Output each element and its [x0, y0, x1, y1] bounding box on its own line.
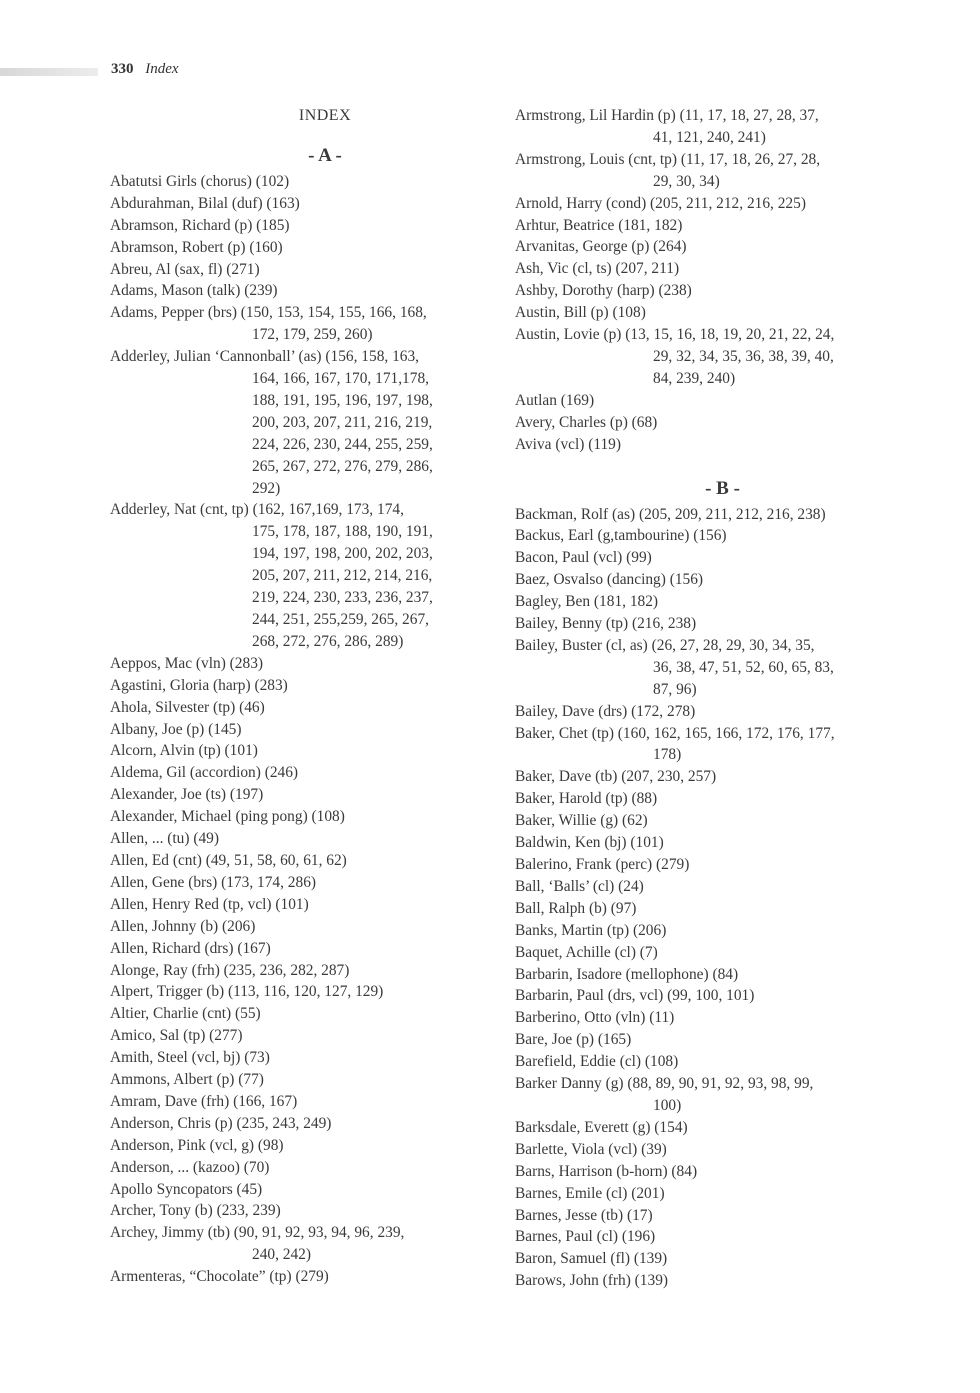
index-entry	[515, 547, 910, 569]
index-entry	[110, 1200, 500, 1222]
index-entry-text: Bailey, Buster (cl, as) (26, 27, 28, 29, 30, 34, 35,	[515, 636, 815, 654]
index-entry-text: Adderley, Julian ‘Cannonball’ (as) (156, 158, 163,	[110, 348, 420, 366]
index-entry	[110, 1069, 500, 1091]
index-entry	[515, 1270, 910, 1292]
index-entry-text: Adderley, Nat (cnt, tp) (162, 167,169, 173, 174,	[110, 501, 404, 519]
index-entry	[110, 806, 500, 828]
index-entry-continuation: 188, 191, 195, 196, 197, 198,	[252, 391, 433, 409]
index-entry-continuation: 265, 267, 272, 276, 279, 286,	[252, 457, 433, 475]
index-entry-continuation: 164, 166, 167, 170, 171,178,	[252, 370, 429, 388]
index-entry	[515, 591, 910, 613]
index-entry	[110, 1113, 500, 1135]
index-entry-text: Baez, Osvalso (dancing) (156)	[515, 571, 704, 589]
index-entry	[515, 635, 910, 701]
index-entry	[110, 1157, 500, 1179]
index-entry	[515, 1029, 910, 1051]
index-entry	[515, 525, 910, 547]
index-entry	[515, 766, 910, 788]
index-entry-continuation: 268, 272, 276, 286, 289)	[252, 632, 404, 650]
index-entry	[515, 504, 910, 526]
index-entry	[515, 1007, 910, 1029]
index-entry	[515, 193, 910, 215]
index-entry-continuation: 178)	[653, 746, 682, 764]
index-entry	[110, 215, 500, 237]
index-entry-text: Baker, Chet (tp) (160, 162, 165, 166, 172, 176, 177,	[515, 724, 835, 742]
index-entry	[515, 810, 910, 832]
index-entry-continuation: 172, 179, 259, 260)	[252, 326, 373, 344]
index-entry	[110, 1179, 500, 1201]
index-entry	[515, 1139, 910, 1161]
index-entry	[515, 1073, 910, 1117]
index-entry	[515, 1183, 910, 1205]
index-entry	[110, 740, 500, 762]
index-entry	[515, 1161, 910, 1183]
index-entry-text: Alexander, Michael (ping pong) (108)	[110, 808, 345, 826]
index-entry-text: Archey, Jimmy (tb) (90, 91, 92, 93, 94, 96, 239,	[110, 1224, 405, 1242]
index-entry	[110, 719, 500, 741]
index-entry	[110, 697, 500, 719]
index-entry-list-right-a	[515, 105, 910, 456]
index-entry	[515, 434, 910, 456]
index-entry	[110, 280, 500, 302]
index-entry-text: Austin, Lovie (p) (13, 15, 16, 18, 19, 20, 21, 22, 24,	[515, 326, 835, 344]
index-entry-text: Aldema, Gil (accordion) (246)	[110, 764, 299, 782]
index-entry	[110, 653, 500, 675]
running-head	[111, 61, 179, 78]
index-entry-text: Abramson, Richard (p) (185)	[110, 216, 290, 234]
index-entry-list-right-b	[515, 504, 910, 1293]
index-entry	[515, 1051, 910, 1073]
index-entry-text: Alcorn, Alvin (tp) (101)	[110, 742, 258, 760]
index-entry	[110, 828, 500, 850]
index-entry-continuation: 224, 226, 230, 244, 255, 259,	[252, 435, 433, 453]
page-edge-mark	[0, 68, 98, 76]
index-entry	[515, 105, 910, 149]
index-entry-text: Arhtur, Beatrice (181, 182)	[515, 216, 683, 234]
index-entry	[110, 302, 500, 346]
index-entry	[515, 1226, 910, 1248]
index-entry	[110, 346, 500, 499]
index-entry-text: Barnes, Paul (cl) (196)	[515, 1228, 656, 1246]
index-entry	[515, 723, 910, 767]
index-entry-text: Allen, Johnny (b) (206)	[110, 917, 256, 935]
index-entry	[515, 236, 910, 258]
index-entry	[110, 872, 500, 894]
index-entry-continuation: 36, 38, 47, 51, 52, 60, 65, 83,	[653, 658, 834, 676]
index-entry-text: Barker Danny (g) (88, 89, 90, 91, 92, 93, 98, 99,	[515, 1075, 814, 1093]
index-entry-text: Backman, Rolf (as) (205, 209, 211, 212, 216, 238)	[515, 505, 826, 523]
index-entry-text: Bailey, Benny (tp) (216, 238)	[515, 615, 697, 633]
index-entry	[110, 171, 500, 193]
index-entry-text: Autlan (169)	[515, 391, 595, 409]
index-entry	[110, 1047, 500, 1069]
index-entry-continuation: 29, 32, 34, 35, 36, 38, 39, 40,	[653, 347, 834, 365]
index-entry-text: Albany, Joe (p) (145)	[110, 720, 242, 738]
index-entry-text: Barbarin, Isadore (mellophone) (84)	[515, 965, 739, 983]
index-entry-text: Amram, Dave (frh) (166, 167)	[110, 1092, 298, 1110]
index-entry	[515, 1117, 910, 1139]
index-entry-text: Aeppos, Mac (vln) (283)	[110, 654, 264, 672]
index-entry-text: Aviva (vcl) (119)	[515, 435, 621, 453]
index-entry-text: Apollo Syncopators (45)	[110, 1180, 263, 1198]
index-entry-continuation: 292)	[252, 479, 281, 497]
index-entry-continuation: 41, 121, 240, 241)	[653, 128, 766, 146]
section-heading-b: - B -	[705, 477, 740, 499]
index-entry-text: Arnold, Harry (cond) (205, 211, 212, 216, 225)	[515, 194, 806, 212]
index-entry	[515, 149, 910, 193]
index-entry-text: Amico, Sal (tp) (277)	[110, 1027, 243, 1045]
index-entry-text: Ahola, Silvester (tp) (46)	[110, 698, 265, 716]
index-entry	[515, 613, 910, 635]
index-entry-text: Backus, Earl (g,tambourine) (156)	[515, 527, 727, 545]
index-entry-text: Armstrong, Louis (cnt, tp) (11, 17, 18, 26, 27, 28,	[515, 150, 821, 168]
index-entry	[515, 412, 910, 434]
index-entry	[110, 1091, 500, 1113]
index-entry	[515, 280, 910, 302]
index-entry-text: Baker, Harold (tp) (88)	[515, 790, 658, 808]
index-entry-text: Abreu, Al (sax, fl) (271)	[110, 260, 260, 278]
index-entry-text: Barns, Harrison (b-horn) (84)	[515, 1162, 698, 1180]
index-entry-continuation: 240, 242)	[252, 1246, 311, 1264]
index-entry-text: Barberino, Otto (vln) (11)	[515, 1009, 675, 1027]
index-entry	[110, 259, 500, 281]
index-entry-text: Armstrong, Lil Hardin (p) (11, 17, 18, 27, 28, 37,	[515, 107, 819, 124]
index-entry	[110, 499, 500, 652]
index-entry-text: Abramson, Robert (p) (160)	[110, 238, 283, 256]
index-entry-text: Banks, Martin (tp) (206)	[515, 921, 667, 939]
index-entry-text: Alexander, Joe (ts) (197)	[110, 786, 264, 804]
index-entry-text: Allen, Gene (brs) (173, 174, 286)	[110, 873, 317, 891]
index-entry	[515, 832, 910, 854]
index-entry	[515, 324, 910, 390]
index-entry-text: Agastini, Gloria (harp) (283)	[110, 676, 288, 694]
index-entry-text: Ash, Vic (cl, ts) (207, 211)	[515, 260, 680, 278]
index-entry-text: Austin, Bill (p) (108)	[515, 304, 646, 322]
index-entry	[515, 258, 910, 280]
index-entry-text: Altier, Charlie (cnt) (55)	[110, 1005, 261, 1023]
index-entry-text: Barefield, Eddie (cl) (108)	[515, 1053, 679, 1071]
index-entry-text: Allen, ... (tu) (49)	[110, 830, 219, 848]
index-entry	[515, 569, 910, 591]
index-entry-continuation: 84, 239, 240)	[653, 369, 736, 387]
index-entry-text: Baquet, Achille (cl) (7)	[515, 943, 658, 961]
index-entry	[110, 1003, 500, 1025]
index-entry	[110, 784, 500, 806]
index-entry-text: Abatutsi Girls (chorus) (102)	[110, 172, 290, 190]
index-entry-continuation: 205, 207, 211, 212, 214, 216,	[252, 567, 433, 585]
index-entry	[515, 985, 910, 1007]
index-entry-text: Allen, Ed (cnt) (49, 51, 58, 60, 61, 62)	[110, 851, 347, 869]
index-entry	[110, 762, 500, 784]
index-entry-text: Barnes, Jesse (tb) (17)	[515, 1206, 653, 1224]
index-entry	[110, 916, 500, 938]
index-entry-text: Ammons, Albert (p) (77)	[110, 1071, 264, 1089]
index-entry-text: Bailey, Dave (drs) (172, 278)	[515, 702, 696, 720]
index-entry	[110, 938, 500, 960]
index-entry-text: Anderson, Pink (vcl, g) (98)	[110, 1136, 284, 1154]
index-entry-continuation: 175, 178, 187, 188, 190, 191,	[252, 523, 433, 541]
index-entry-text: Ashby, Dorothy (harp) (238)	[515, 282, 692, 300]
index-entry-text: Bagley, Ben (181, 182)	[515, 593, 659, 611]
index-entry-text: Barksdale, Everett (g) (154)	[515, 1118, 688, 1136]
index-column-left	[110, 105, 500, 1288]
index-entry-text: Adams, Pepper (brs) (150, 153, 154, 155, 166, 168,	[110, 304, 427, 322]
index-entry	[110, 981, 500, 1003]
index-column-right	[515, 105, 910, 1292]
running-head-title: Index	[145, 61, 179, 77]
index-entry-continuation: 244, 251, 255,259, 265, 267,	[252, 611, 429, 629]
index-entry-text: Arvanitas, George (p) (264)	[515, 238, 687, 256]
index-entry-text: Balerino, Frank (perc) (279)	[515, 856, 690, 873]
index-entry-text: Anderson, ... (kazoo) (70)	[110, 1158, 270, 1176]
index-entry	[110, 1135, 500, 1157]
index-entry	[110, 237, 500, 259]
index-entry	[515, 854, 910, 876]
index-entry	[110, 894, 500, 916]
index-entry-text: Barlette, Viola (vcl) (39)	[515, 1140, 667, 1158]
index-entry-continuation: 219, 224, 230, 233, 236, 237,	[252, 589, 433, 607]
section-heading-a: - A -	[308, 144, 342, 166]
index-entry-text: Baker, Dave (tb) (207, 230, 257)	[515, 768, 717, 786]
index-entry	[515, 1205, 910, 1227]
index-entry-text: Barbarin, Paul (drs, vcl) (99, 100, 101)	[515, 987, 755, 1005]
index-entry-text: Barnes, Emile (cl) (201)	[515, 1184, 665, 1202]
index-entry-text: Baker, Willie (g) (62)	[515, 812, 648, 830]
index-entry-text: Bare, Joe (p) (165)	[515, 1031, 632, 1049]
index-entry-text: Ball, ‘Balls’ (cl) (24)	[515, 877, 644, 895]
index-entry-text: Alpert, Trigger (b) (113, 116, 120, 127, 129)	[110, 983, 384, 1001]
index-entry-text: Ball, Ralph (b) (97)	[515, 899, 637, 917]
index-entry-continuation: 87, 96)	[653, 680, 697, 698]
index-entry-text: Avery, Charles (p) (68)	[515, 413, 658, 431]
index-entry	[110, 193, 500, 215]
index-entry-text: Armenteras, “Chocolate” (tp) (279)	[110, 1268, 329, 1286]
index-entry	[515, 1248, 910, 1270]
index-entry	[110, 960, 500, 982]
index-entry	[515, 701, 910, 723]
index-entry-continuation: 194, 197, 198, 200, 202, 203,	[252, 545, 433, 563]
index-entry-continuation: 200, 203, 207, 211, 216, 219,	[252, 413, 433, 431]
index-entry-text: Allen, Richard (drs) (167)	[110, 939, 271, 957]
index-entry-text: Baldwin, Ken (bj) (101)	[515, 834, 664, 852]
index-entry-text: Baron, Samuel (fl) (139)	[515, 1250, 668, 1268]
index-entry	[110, 675, 500, 697]
index-entry-text: Alonge, Ray (frh) (235, 236, 282, 287)	[110, 961, 350, 979]
index-entry	[515, 898, 910, 920]
index-entry	[515, 876, 910, 898]
index-entry	[515, 964, 910, 986]
index-entry	[515, 215, 910, 237]
index-entry	[515, 920, 910, 942]
index-entry-text: Adams, Mason (talk) (239)	[110, 282, 278, 300]
index-entry	[110, 1266, 500, 1288]
page-number: 330	[111, 61, 134, 77]
index-entry	[110, 850, 500, 872]
index-entry	[110, 1222, 500, 1266]
index-entry-text: Abdurahman, Bilal (duf) (163)	[110, 194, 300, 212]
index-entry-list-left	[110, 171, 500, 1288]
index-entry-text: Bacon, Paul (vcl) (99)	[515, 549, 652, 567]
index-entry-text: Allen, Henry Red (tp, vcl) (101)	[110, 895, 309, 913]
index-entry-text: Anderson, Chris (p) (235, 243, 249)	[110, 1114, 332, 1132]
index-entry-text: Archer, Tony (b) (233, 239)	[110, 1202, 281, 1220]
index-entry-text: Barows, John (frh) (139)	[515, 1272, 669, 1290]
index-entry	[515, 390, 910, 412]
index-entry-text: Amith, Steel (vcl, bj) (73)	[110, 1049, 270, 1067]
index-entry	[515, 302, 910, 324]
index-entry	[515, 942, 910, 964]
index-entry-continuation: 100)	[653, 1096, 682, 1114]
index-entry	[110, 1025, 500, 1047]
index-entry	[515, 788, 910, 810]
index-entry-continuation: 29, 30, 34)	[653, 172, 720, 190]
index-title: INDEX	[298, 107, 352, 124]
